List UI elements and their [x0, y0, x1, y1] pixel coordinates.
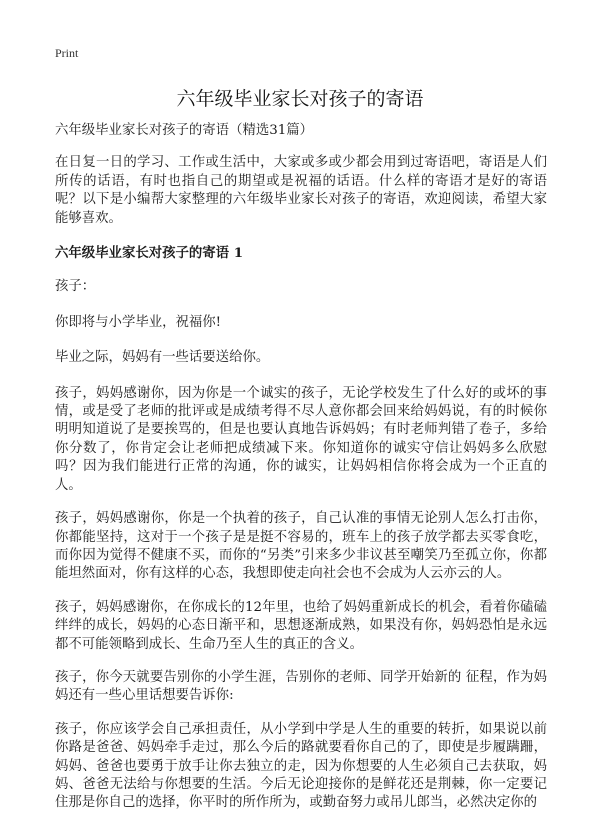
intro-paragraph: 在日复一日的学习、工作或生活中，大家或多或少都会用到过寄语吧，寄语是人们所传的话语，有时也指自己的期望或是祝福的话语。什么样的寄语才是好的寄语呢？以下是小编帮大家整理的六年级毕业家长对孩子的寄语，欢迎阅读，希望大家能够喜欢。: [55, 155, 547, 226]
article-subtitle: 六年级毕业家长对孩子的寄语（精选31篇）: [55, 123, 314, 138]
paragraph: 孩子，你今天就要告别你的小学生涯，告别你的老师、同学开始新的 征程，作为妈妈还有一些心里话想要告诉你:: [55, 669, 547, 704]
section-heading: 六年级毕业家长对孩子的寄语 1: [55, 245, 244, 262]
paragraph: 孩子，妈妈感谢你，你是一个执着的孩子，自己认准的事情无论别人怎么打击你，你都能坚持，这对于一个孩子是是挺不容易的，班车上的孩子放学都去买零食吃，而你因为觉得不健康不买，而你的“另类”引来多少非议甚至嘲笑乃至孤立你，你都能坦然面对，你有这样的心态，我想即使走向社会也不会成为人云亦云的人。: [55, 511, 547, 582]
paragraph-greeting: 孩子：: [55, 279, 96, 295]
article-body: [55, 122, 547, 828]
paragraph: 孩子，妈妈感谢你，在你成长的12年里，也给了妈妈重新成长的机会，看着你磕磕绊绊的成长，妈妈的心态日渐平和，思想逐渐成熟，如果没有你，妈妈恐怕是永远都不可能领略到成长、生命乃至人生的真正的含义。: [55, 599, 547, 652]
paragraph: 孩子，你应该学会自己承担责任，从小学到中学是人生的重要的转折，如果说以前你路是爸爸、妈妈牵手走过，那么今后的路就要看你自己的了，即使是步履蹒跚，妈妈、爸爸也要勇于放手让你去独立的走，因为你想要的人生必须自己去获取，妈妈、爸爸无法给与你想要的生活。今后无论迎接你的是鲜花还是荆棘，你一定要记住那是你自己的选择，你平时的所作所为，或勤奋努力或吊儿郎当，必然决定你的: [55, 721, 547, 811]
page-title: 六年级毕业家长对孩子的寄语: [176, 88, 424, 110]
paragraph: 毕业之际，妈妈有一些话要送给你。: [55, 350, 270, 366]
print-link[interactable]: Print: [55, 46, 79, 60]
paragraph: 孩子，妈妈感谢你，因为你是一个诚实的孩子，无论学校发生了什么好的或坏的事情，或是受了老师的批评或是成绩考得不尽人意你都会回来给妈妈说，有的时候你明明知道说了是要挨骂的，但是也要认真地告诉妈妈；有时老师判错了卷子，多给你分数了，你肯定会让老师把成绩减下来。你知道你的诚实守信让妈妈多么欣慰吗？因为我们能进行正常的沟通，你的诚实，让妈妈相信你将会成为一个正直的人。: [55, 385, 547, 493]
paragraph: 你即将与小学毕业，祝福你!: [55, 314, 222, 330]
